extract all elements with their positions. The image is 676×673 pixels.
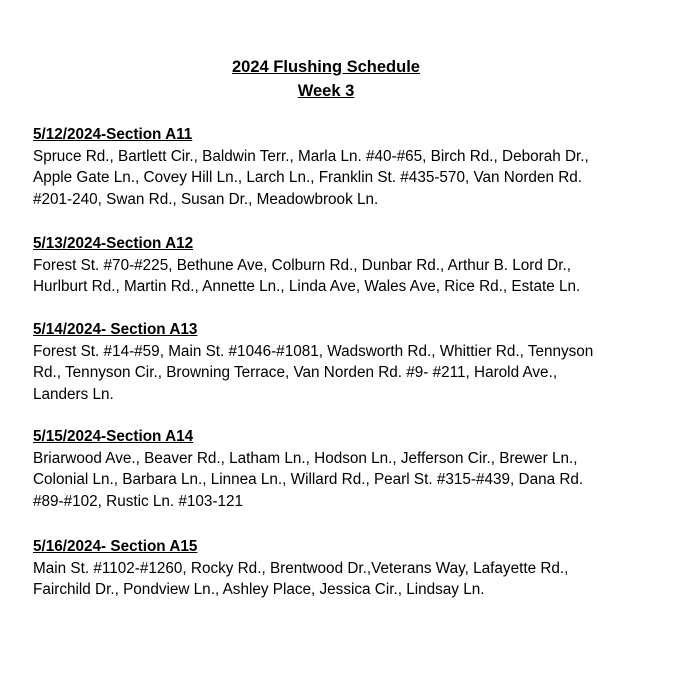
section-body-line: Main St. #1102-#1260, Rocky Rd., Brentwood Dr.,Veterans Way, Lafayette Rd., (33, 559, 569, 577)
document-title-block (0, 55, 652, 103)
document-title: 2024 Flushing Schedule (232, 58, 420, 76)
section-a15 (33, 536, 633, 601)
section-a12 (33, 233, 633, 298)
section-a11 (33, 124, 633, 210)
section-body-line: Forest St. #14-#59, Main St. #1046-#1081, Wadsworth Rd., Whittier Rd., Tennyson (33, 342, 594, 360)
section-body-line: Fairchild Dr., Pondview Ln., Ashley Place, Jessica Cir., Lindsay Ln. (33, 581, 485, 598)
section-a13 (33, 319, 633, 405)
section-body-line: Forest St. #70-#225, Bethune Ave, Colburn Rd., Dunbar Rd., Arthur B. Lord Dr., (33, 256, 571, 274)
section-body-line: Apple Gate Ln., Covey Hill Ln., Larch Ln., Franklin St. #435-570, Van Norden Rd. (33, 169, 583, 186)
section-body-line: Colonial Ln., Barbara Ln., Linnea Ln., Willard Rd., Pearl St. #315-#439, Dana Rd. (33, 471, 584, 488)
section-body-line: Rd., Tennyson Cir., Browning Terrace, Van Norden Rd. #9- #211, Harold Ave., (33, 364, 558, 381)
section-heading: 5/15/2024-Section A14 (33, 428, 194, 445)
section-heading: 5/16/2024- Section A15 (33, 538, 198, 555)
document-subtitle: Week 3 (297, 82, 355, 100)
section-heading: 5/14/2024- Section A13 (33, 321, 198, 338)
section-body-line: #89-#102, Rustic Ln. #103-121 (33, 492, 244, 510)
section-body-line: Spruce Rd., Bartlett Cir., Baldwin Terr., Marla Ln. #40-#65, Birch Rd., Deborah Dr., (33, 147, 589, 165)
section-body-line: Hurlburt Rd., Martin Rd., Annette Ln., Linda Ave, Wales Ave, Rice Rd., Estate Ln. (33, 278, 581, 295)
section-body-line: Briarwood Ave., Beaver Rd., Latham Ln., Hodson Ln., Jefferson Cir., Brewer Ln., (33, 449, 578, 467)
section-body-line: Landers Ln. (33, 385, 114, 403)
section-a14 (33, 426, 633, 512)
section-heading: 5/12/2024-Section A11 (33, 126, 193, 143)
section-heading: 5/13/2024-Section A12 (33, 235, 194, 252)
section-body-line: #201-240, Swan Rd., Susan Dr., Meadowbrook Ln. (33, 190, 379, 208)
